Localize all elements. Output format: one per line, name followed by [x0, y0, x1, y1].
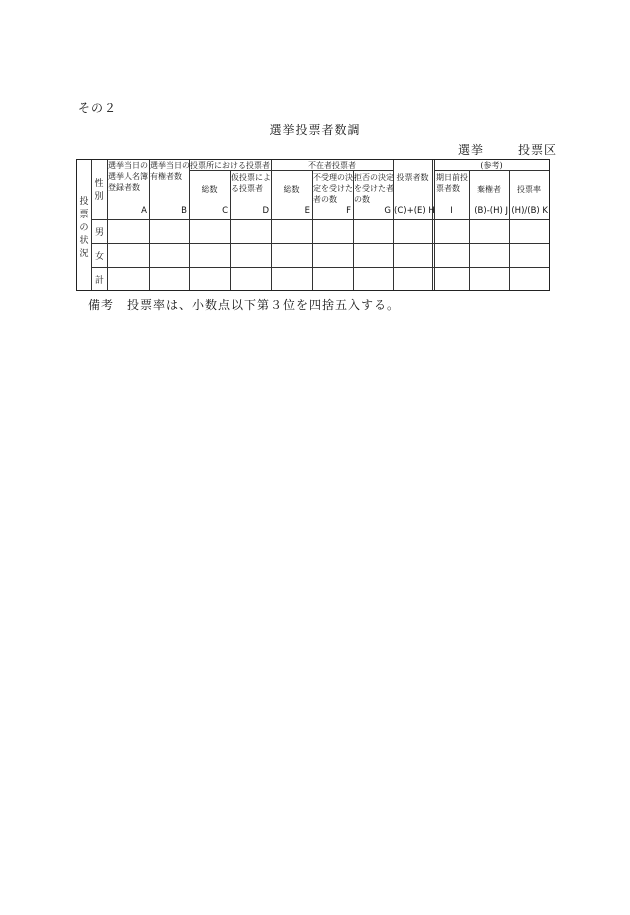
part-label: その２	[78, 101, 118, 115]
col-f-header-line1: 不受理の決	[313, 173, 353, 182]
voter-count-table	[76, 159, 550, 291]
reference-group-header: (参考)	[480, 161, 503, 170]
election-label: 選挙	[458, 143, 485, 157]
voting-status-side-label: 投票の状況	[79, 197, 89, 259]
col-i-header-line1: 期日前投	[436, 173, 468, 182]
gender-header: 性別	[94, 179, 104, 202]
col-b-header-line1: 選挙当日の	[150, 161, 190, 170]
col-g-letter: G	[384, 206, 391, 216]
col-c-letter: C	[222, 206, 228, 216]
absentee-voters-group-header: 不在者投票者	[308, 161, 356, 170]
row-label-male: 男	[95, 228, 105, 238]
col-f-header-line3: 者の数	[313, 195, 337, 204]
col-b-header-line2: 有権者数	[150, 172, 182, 181]
remarks-note: 備考 投票率は、小数点以下第３位を四捨五入する。	[88, 298, 401, 312]
col-h-letter: (C)+(E) H	[394, 206, 435, 216]
col-e-header: 総数	[283, 185, 300, 194]
col-k-letter: (H)/(B) K	[511, 206, 548, 216]
col-b-letter: B	[181, 206, 187, 216]
row-label-female: 女	[95, 252, 105, 262]
col-j-header: 棄権者	[477, 185, 501, 194]
col-g-header-line3: の数	[354, 195, 370, 204]
polling-place-voters-group-header: 投票所における投票者	[190, 161, 270, 170]
col-g-header-line2: を受けた者	[354, 184, 394, 193]
col-d-letter: D	[262, 206, 269, 216]
row-label-total: 計	[95, 276, 105, 286]
col-g-header-line1: 拒否の決定	[354, 173, 394, 182]
col-h-header: 投票者数	[396, 173, 429, 182]
col-f-letter: F	[346, 206, 351, 216]
col-a-header-line1: 選挙当日の	[108, 161, 148, 170]
col-j-letter: (B)-(H) J	[474, 206, 508, 216]
col-i-letter: I	[450, 206, 453, 216]
col-d-header-line1: 仮投票によ	[231, 173, 271, 182]
col-a-header-line2: 選挙人名簿	[108, 172, 148, 181]
document-title: 選挙投票者数調	[269, 123, 361, 137]
col-k-header: 投票率	[517, 185, 541, 194]
col-e-letter: E	[304, 206, 310, 216]
col-d-header-line2: る投票者	[231, 184, 263, 193]
col-c-header: 総数	[201, 185, 218, 194]
district-label: 投票区	[518, 143, 558, 157]
col-i-header-line2: 票者数	[436, 184, 460, 193]
col-a-header-line3: 登録者数	[108, 183, 140, 192]
col-a-letter: A	[141, 206, 147, 216]
col-f-header-line2: 定を受けた	[313, 184, 353, 193]
